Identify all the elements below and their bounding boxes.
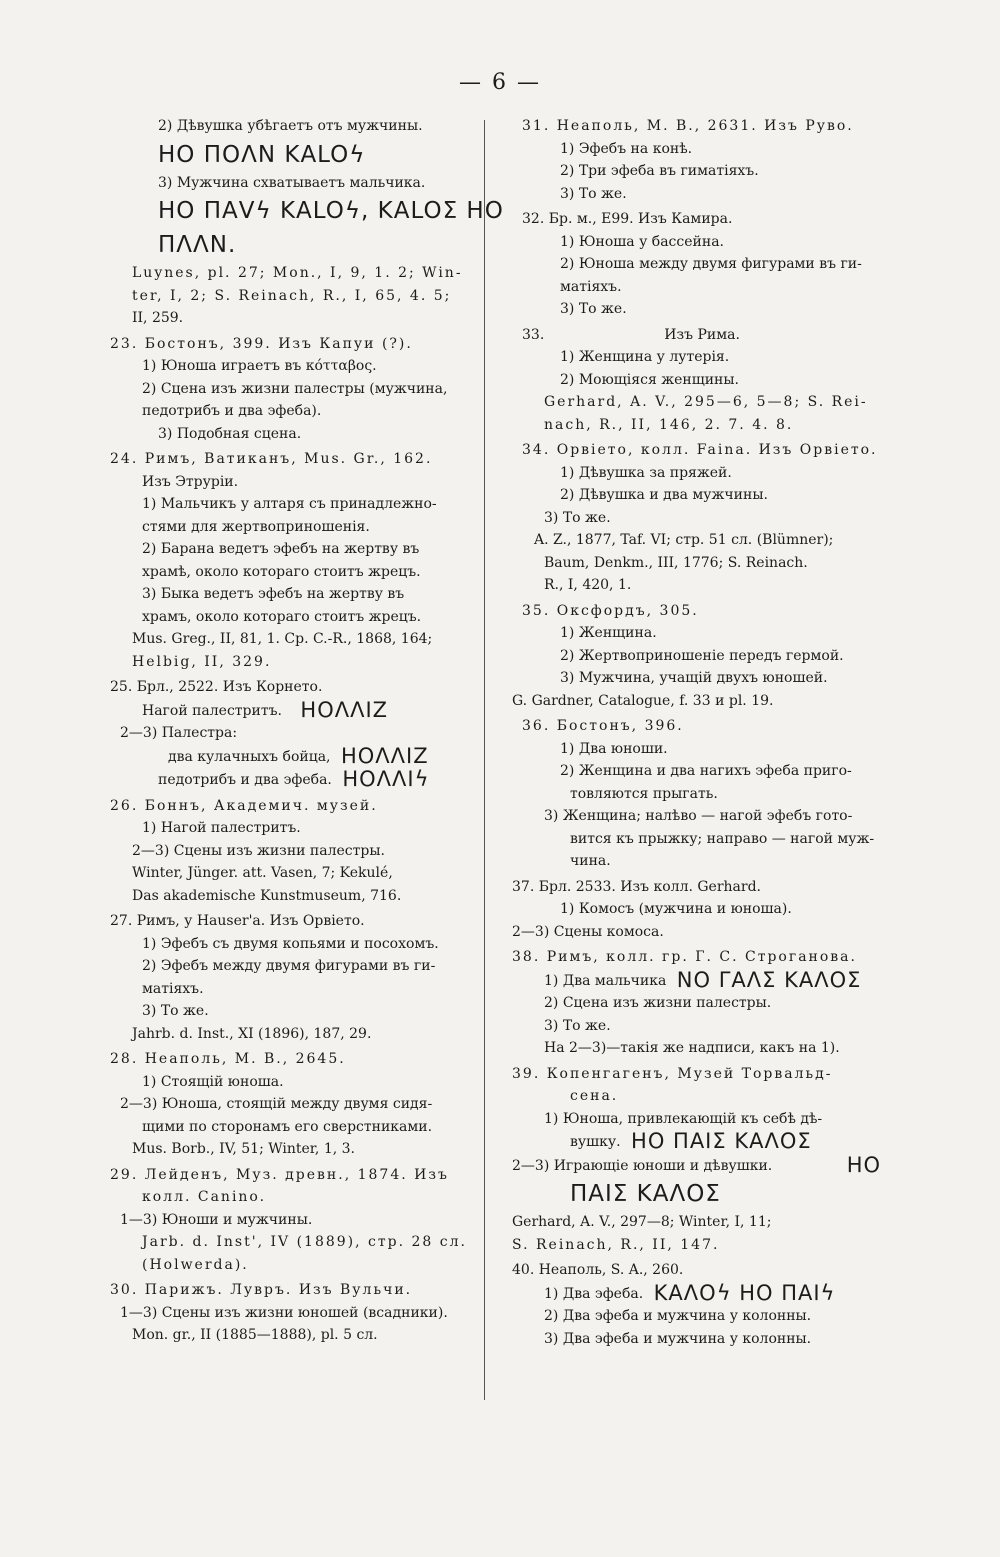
text-fragment: два кулачныхъ бойца, <box>168 748 331 765</box>
text-line: 2) Женщина и два нагихъ эфеба приго- <box>560 763 852 779</box>
text-line: 3) Быка ведетъ эфебъ на жертву въ <box>142 586 405 602</box>
text-line: матіяхъ. <box>142 980 204 997</box>
entry-heading: 31. Неаполь, М. В., 2631. Изъ Руво. <box>522 118 854 134</box>
reference-line: II, 259. <box>132 310 184 326</box>
greek-inscription: ΗΟΛΛΙΖ <box>340 743 429 768</box>
right-column <box>512 115 902 1350</box>
text-line: 1) Два юноши. <box>560 740 668 757</box>
text-line: вится къ прыжку; направо — нагой муж- <box>570 830 875 847</box>
text-line: 2) Жертвоприношеніе передъ гермой. <box>560 647 844 664</box>
greek-inscription: ΝΟ ΓΑΛΣ ΚΑΛΟΣ <box>676 967 862 992</box>
greek-inscription: ΠΑΙΣ ΚΑΛΟΣ <box>570 1181 721 1207</box>
entry-heading: 38. Римъ, колл. гр. Г. С. Строганова. <box>512 949 857 965</box>
text-line <box>512 1282 902 1306</box>
text-line: 3) Два эфеба и мужчина у колонны. <box>544 1330 812 1347</box>
entry-heading: 28. Неаполь, М. В., 2645. <box>110 1051 346 1067</box>
text-line <box>110 699 475 723</box>
page-number: — 6 — <box>459 70 541 95</box>
text-line: 3) Женщина; налѣво — нагой эфебъ гото- <box>544 808 853 824</box>
text-fragment: вушку. <box>570 1134 621 1150</box>
text-line: сена. <box>570 1088 619 1104</box>
text-line: щими по сторонамъ его сверстниками. <box>142 1118 433 1135</box>
text-line: 2) Барана ведетъ эфебъ на жертву въ <box>142 541 420 557</box>
entry-origin: Изъ Рима. <box>664 326 740 343</box>
entry-heading: 32. Бр. м., E99. Изъ Камира. <box>522 211 733 227</box>
entry-heading: 30. Парижъ. Лувръ. Изъ Вульчи. <box>110 1282 413 1298</box>
text-line: 3) То же. <box>544 1017 611 1034</box>
text-line: 3) То же. <box>544 509 611 526</box>
text-line <box>110 768 475 792</box>
reference-line: G. Gardner, Catalogue, f. 33 и pl. 19. <box>512 692 774 709</box>
text-line: товляются прыгать. <box>570 785 718 802</box>
reference-line: (Holwerda). <box>142 1256 249 1273</box>
text-line <box>512 1130 902 1154</box>
text-line: 2) Эфебъ между двумя фигурами въ ги- <box>142 958 436 974</box>
text-fragment: педотрибъ и два эфеба. <box>158 772 332 788</box>
entry-heading: 34. Орвіето, колл. Faina. Изъ Орвіето. <box>522 442 878 458</box>
reference-line: ter, I, 2; S. Reinach, R., I, 65, 4. 5; <box>132 287 452 304</box>
reference-line: Winter, Jünger. att. Vasen, 7; Kekulé, <box>132 865 393 881</box>
greek-inscription: ΗΟ <box>846 1152 882 1177</box>
text-line: 1) Эфебъ съ двумя копьями и посохомъ. <box>142 935 439 952</box>
text-line: 1) Дѣвушка за пряжей. <box>560 464 732 481</box>
reference-line: Jahrb. d. Inst., XI (1896), 187, 29. <box>132 1025 372 1042</box>
text-line: 1) Юноша, привлекающій къ себѣ дѣ- <box>544 1110 823 1127</box>
entry-heading: 40. Неаполь, S. A., 260. <box>512 1262 684 1278</box>
greek-inscription: ΚΑΛΟϟ ΗΟ ΠΑΙϟ <box>653 1280 836 1305</box>
text-line: 1) Комосъ (мужчина и юноша). <box>560 901 792 917</box>
reference-line: S. Reinach, R., II, 147. <box>512 1236 720 1253</box>
text-line: 2—3) Палестра: <box>120 725 238 741</box>
text-line: 3) То же. <box>560 301 627 317</box>
text-fragment: 1) Два мальчика <box>544 972 667 989</box>
text-line: 2) Дѣвушка убѣгаетъ отъ мужчины. <box>158 118 423 134</box>
reference-line: Mon. gr., II (1885—1888), pl. 5 сл. <box>132 1327 378 1343</box>
entry-heading: 27. Римъ, у Hauser'a. Изъ Орвіето. <box>110 913 365 929</box>
reference-line: Baum, Denkm., III, 1776; S. Reinach. <box>544 554 808 571</box>
text-line: 1) Эфебъ на конѣ. <box>560 140 693 157</box>
text-line: На 2—3)—такія же надписи, какъ на 1). <box>544 1040 840 1056</box>
text-line: храмъ, около котораго стоитъ жрецъ. <box>142 608 422 625</box>
entry-heading: 35. Оксфордъ, 305. <box>522 602 699 619</box>
greek-inscription: НО ΠΑVϟ ΚΑLOϟ, ΚΑLOΣ НО <box>158 198 504 224</box>
reference-line: Mus. Borb., IV, 51; Winter, 1, 3. <box>132 1141 356 1157</box>
text-line: чина. <box>570 853 611 869</box>
text-line: храмѣ, около котораго стоитъ жрецъ. <box>142 563 421 580</box>
reference-line: Gerhard, A. V., 295—6, 5—8; S. Rei- <box>544 394 868 410</box>
entry-heading <box>512 324 902 347</box>
text-line <box>512 969 902 993</box>
column-divider <box>484 120 485 1400</box>
greek-inscription: ΠΛΛΝ. <box>158 232 237 258</box>
reference-line: Das akademische Kunstmuseum, 716. <box>132 887 402 904</box>
entry-heading: 37. Брл. 2533. Изъ колл. Gerhard. <box>512 878 761 895</box>
text-line: 2) Два эфеба и мужчина у колонны. <box>544 1308 812 1324</box>
text-line: 2—3) Сцены изъ жизни палестры. <box>132 842 385 859</box>
reference-line: Mus. Greg., II, 81, 1. Cp. C.-R., 1868, 164; <box>132 631 433 647</box>
greek-inscription: ΗΟΛΛΙΖ <box>300 697 389 722</box>
reference-line: R., I, 420, 1. <box>544 577 632 593</box>
text-line: 2—3) Сцены комоса. <box>512 923 664 940</box>
text-line: 2) Сцена изъ жизни палестры (мужчина, <box>142 380 448 397</box>
text-line: 3) То же. <box>142 1003 209 1019</box>
text-line: матіяхъ. <box>560 278 622 295</box>
text-fragment: 1) Два эфеба. <box>544 1285 644 1302</box>
text-line: 2) Юноша между двумя фигурами въ ги- <box>560 256 862 272</box>
reference-line: Gerhard, A. V., 297—8; Winter, I, 11; <box>512 1214 772 1230</box>
text-line: 1) Женщина у лутерія. <box>560 349 730 365</box>
text-line: 2) Сцена изъ жизни палестры. <box>544 995 772 1011</box>
text-line: 3) То же. <box>560 185 627 202</box>
entry-heading: 26. Боннъ, Академич. музей. <box>110 797 378 814</box>
entry-heading: 29. Лейденъ, Муз. древн., 1874. Изъ <box>110 1166 449 1183</box>
reference-line: Luynes, pl. 27; Mon., I, 9, 1. 2; Win- <box>132 265 463 281</box>
text-line: 3) Мужчина схватываетъ мальчика. <box>158 174 426 191</box>
text-line: 1) Женщина. <box>560 625 657 641</box>
greek-inscription: ΗΟΛΛΙϟ <box>342 767 430 791</box>
text-line: 1) Стоящій юноша. <box>142 1073 284 1090</box>
text-line: 2—3) Юноша, стоящій между двумя сидя- <box>120 1096 433 1112</box>
text-fragment: Нагой палестритъ. <box>142 702 282 719</box>
entry-heading: 24. Римъ, Ватиканъ, Mus. Gr., 162. <box>110 451 433 467</box>
text-fragment: 2—3) Играющіе юноши и дѣвушки. <box>512 1157 773 1174</box>
text-line: 1—3) Сцены изъ жизни юношей (всадники). <box>120 1304 448 1321</box>
reference-line: Jarb. d. Inst', IV (1889), стр. 28 сл. <box>142 1234 467 1250</box>
text-line <box>512 1154 902 1178</box>
text-line: 1) Юноша у бассейна. <box>560 233 724 250</box>
entry-heading: 39. Копенгагенъ, Музей Торвальд- <box>512 1065 833 1082</box>
text-line: 2) Моющіяся женщины. <box>560 371 739 388</box>
text-line: 2) Три эфеба въ гиматіяхъ. <box>560 163 759 179</box>
text-line: 1) Юноша играетъ въ κότταβος. <box>142 358 377 374</box>
entry-heading: 36. Бостонъ, 396. <box>522 718 684 734</box>
reference-line: Helbig, II, 329. <box>132 653 272 670</box>
text-line: педотрибъ и два эфеба). <box>142 403 322 419</box>
text-line: Изъ Этруріи. <box>142 473 239 490</box>
text-line: 3) Подобная сцена. <box>158 425 302 442</box>
entry-number: 33. <box>522 326 545 343</box>
text-line: 2) Дѣвушка и два мужчины. <box>560 487 768 503</box>
text-line: стями для жертвоприношенія. <box>142 518 370 535</box>
reference-line: A. Z., 1877, Taf. VI; стр. 51 сл. (Blümner); <box>534 532 834 548</box>
text-line: 1) Нагой палестритъ. <box>142 820 301 836</box>
entry-heading: 25. Брл., 2522. Изъ Корнето. <box>110 679 323 695</box>
text-line: 3) Мужчина, учащій двухъ юношей. <box>560 670 828 686</box>
greek-inscription: ΗΟ ΠΑΙΣ ΚΑΛΟΣ <box>631 1129 812 1153</box>
left-column <box>110 115 504 1347</box>
text-line: 1) Мальчикъ у алтаря съ принадлежно- <box>142 496 437 512</box>
greek-inscription: НО ΠΟΛΝ ΚΑLOϟ <box>158 141 366 168</box>
text-line <box>110 745 475 769</box>
entry-heading: 23. Бостонъ, 399. Изъ Капуи (?). <box>110 335 413 352</box>
reference-line: nach, R., II, 146, 2. 7. 4. 8. <box>544 416 794 433</box>
text-line: 1—3) Юноши и мужчины. <box>120 1211 313 1228</box>
text-line: колл. Canino. <box>142 1189 267 1205</box>
